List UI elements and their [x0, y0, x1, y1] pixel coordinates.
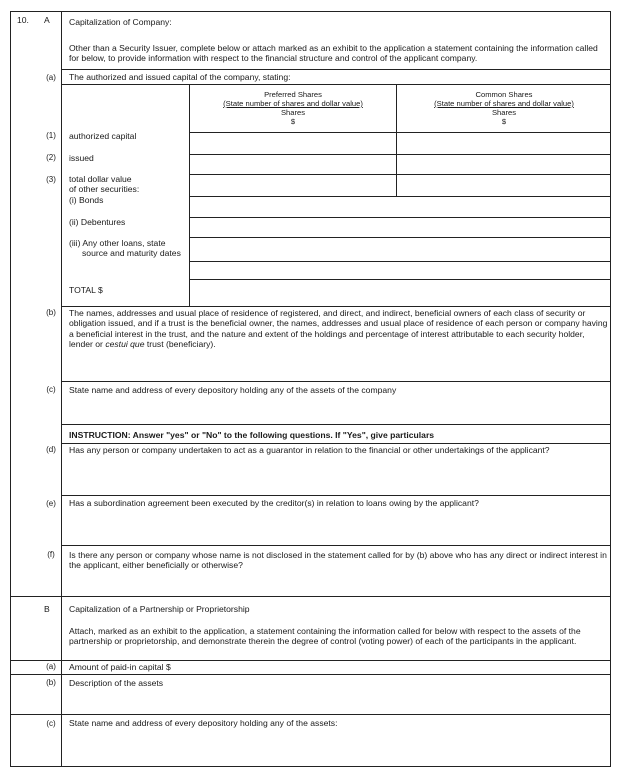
divider — [61, 545, 610, 546]
row-text-other-loans — [69, 238, 181, 259]
divider — [61, 306, 610, 307]
section-number: 10. — [17, 15, 29, 25]
row-label: (1) — [46, 131, 56, 140]
row-text-total: TOTAL $ — [69, 285, 103, 295]
section-b-depository: State name and address of every depository holding any of the assets: — [69, 718, 338, 728]
divider — [61, 84, 610, 85]
divider — [11, 714, 610, 715]
divider — [11, 674, 610, 675]
item-label-e: (e) — [46, 499, 56, 508]
section-b-title: Capitalization of a Partnership or Proprietorship — [69, 604, 250, 614]
column-header-preferred — [191, 90, 395, 126]
common-unit-shares: Shares — [491, 108, 517, 117]
capital-heading: The authorized and issued capital of the company, stating: — [69, 72, 291, 82]
row-text-line: total dollar value — [69, 174, 132, 184]
item-d-text: Has any person or company undertaken to act as a guarantor in relation to the financial or other undertakings of the applicant? — [69, 445, 550, 455]
section-b-letter: B — [44, 604, 50, 614]
item-b-text-part: trust (beneficiary). — [144, 339, 216, 350]
section-a-title: Capitalization of Company: — [69, 17, 172, 27]
section-b-paid-in-capital: Amount of paid-in capital $ — [69, 662, 171, 672]
item-label-a: (a) — [46, 73, 56, 82]
table-row-line — [189, 237, 610, 238]
row-text-bonds: (i) Bonds — [69, 195, 104, 205]
table-row-line — [189, 279, 610, 280]
item-b-text — [69, 308, 609, 350]
section-b-label-b: (b) — [46, 678, 56, 687]
section-b-assets: Description of the assets — [69, 678, 164, 688]
section-a-intro: Other than a Security Issuer, complete below or attach marked as an exhibit to the application a statement containing the information called for below, to provide information with respect to the financial structure and control of the applicant company. — [69, 43, 598, 64]
common-unit-dollar: $ — [501, 117, 507, 126]
section-letter: A — [44, 15, 50, 25]
common-title: Common Shares — [475, 90, 533, 99]
capitalization-form — [10, 11, 611, 767]
instruction-text: INSTRUCTION: Answer "yes" or "No" to the following questions. If "Yes", give particulars — [69, 430, 435, 440]
row-text-line: of other securities: — [69, 184, 140, 195]
divider — [11, 660, 610, 661]
item-e-text: Has a subordination agreement been executed by the creditor(s) in relation to loans owing by the applicant? — [69, 498, 479, 508]
table-row-line — [189, 261, 610, 262]
divider — [61, 424, 610, 425]
preferred-unit-dollar: $ — [290, 117, 296, 126]
section-b-label-c: (c) — [46, 719, 56, 728]
row-text-line: source and maturity dates — [82, 248, 181, 259]
row-text-issued: issued — [69, 153, 94, 163]
table-col-divider — [189, 84, 190, 306]
item-label-c: (c) — [46, 385, 56, 394]
item-b-text-italic: cestui que — [105, 339, 145, 350]
row-text-line: (iii) Any other loans, state — [69, 238, 166, 248]
row-text-total-value — [69, 174, 139, 195]
divider — [61, 69, 610, 70]
table-row-line — [189, 196, 610, 197]
preferred-title: Preferred Shares — [264, 90, 322, 99]
row-label: (2) — [46, 153, 56, 162]
column-header-common — [398, 90, 610, 126]
table-row-line — [189, 132, 610, 133]
section-b-label-a: (a) — [46, 662, 56, 671]
section-b-intro: Attach, marked as an exhibit to the application, a statement containing the information called for below with respect to the assets of the partnership or proprietorship, and demonstrate therein the degree of control (voting power) of each of the participants in the applicant. — [69, 626, 581, 647]
table-row-line — [189, 154, 610, 155]
common-subtitle: (State number of shares and dollar value) — [434, 99, 574, 108]
item-c-text: State name and address of every depository holding any of the assets of the company — [69, 385, 397, 395]
divider — [61, 495, 610, 496]
row-label: (3) — [46, 175, 56, 184]
item-label-d: (d) — [46, 445, 56, 454]
row-text-authorized: authorized capital — [69, 131, 137, 141]
section-divider — [11, 596, 610, 597]
table-row-line — [189, 217, 610, 218]
divider — [61, 381, 610, 382]
item-f-text: Is there any person or company whose name is not disclosed in the statement called for by (b) above who has any direct or indirect interest in the applicant, either beneficially or otherwise? — [69, 550, 607, 571]
divider — [61, 443, 610, 444]
table-col-divider — [396, 84, 397, 196]
row-text-debentures: (ii) Debentures — [69, 217, 126, 227]
preferred-subtitle: (State number of shares and dollar value) — [223, 99, 363, 108]
item-label-f: (f) — [47, 550, 55, 559]
item-b-text-part: The names, addresses and usual place of residence of registered, and direct, and indirect, beneficial owners of each class of security or obligation issued, and if a trust is the beneficial owner, the names, addresses and usual place of residence of each person or company having a beneficial interest in the trust, and the nature and extent of the holdings and percentage of interest attributable to each security holder, lender or — [69, 308, 608, 350]
item-label-b: (b) — [46, 308, 56, 317]
preferred-unit-shares: Shares — [280, 108, 306, 117]
table-row-line — [189, 174, 610, 175]
